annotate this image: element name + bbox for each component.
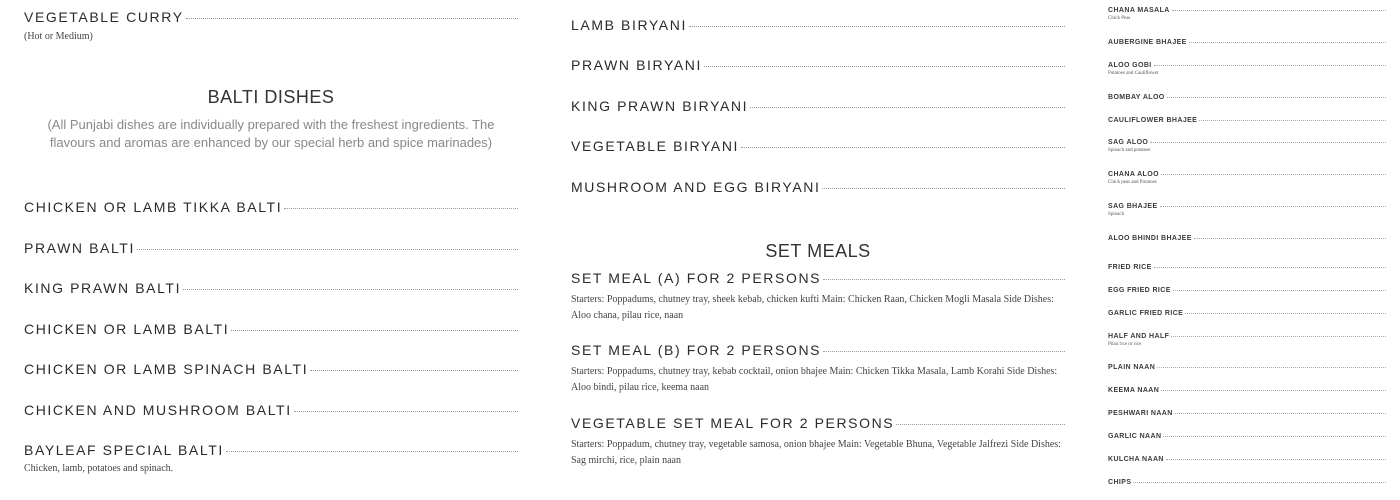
menu-item bbox=[24, 361, 518, 377]
menu-item bbox=[1108, 235, 1386, 242]
menu-item-name: CHICKEN AND MUSHROOM BALTI bbox=[24, 402, 292, 418]
dotted-leader bbox=[1150, 142, 1386, 143]
menu-item-name: PRAWN BIRYANI bbox=[571, 57, 703, 73]
section-heading-set-meals: SET MEALS bbox=[765, 241, 871, 261]
menu-item-name: VEGETABLE BIRYANI bbox=[571, 138, 740, 154]
menu-item-description: Starters: Poppadums, chutney tray, kebab cocktail, onion bhajee Main: Chicken Tikka Masala, Lamb Korahi Side Dishes: Aloo bindi, pilau rice, keema naan bbox=[571, 366, 1058, 393]
menu-item-name: BOMBAY ALOO bbox=[1108, 94, 1165, 101]
menu-item-name: CHICKEN OR LAMB BALTI bbox=[24, 321, 230, 337]
dotted-leader bbox=[896, 424, 1065, 425]
dotted-leader bbox=[1189, 42, 1386, 43]
menu-item-name: SET MEAL (A) FOR 2 PERSONS bbox=[571, 270, 822, 286]
menu-item bbox=[1108, 387, 1386, 394]
dotted-leader bbox=[226, 451, 518, 452]
dotted-leader bbox=[823, 351, 1065, 352]
menu-item bbox=[1108, 264, 1386, 271]
dotted-leader bbox=[310, 370, 518, 371]
menu-item bbox=[24, 402, 518, 418]
menu-item bbox=[1108, 117, 1386, 124]
section-heading-balti: BALTI DISHES bbox=[207, 87, 335, 107]
menu-item-name: KING PRAWN BIRYANI bbox=[571, 98, 749, 114]
menu-item-name: GARLIC NAAN bbox=[1108, 433, 1162, 440]
dotted-leader bbox=[1172, 10, 1386, 11]
dotted-leader bbox=[689, 26, 1065, 27]
menu-item-name: CHANA ALOO bbox=[1108, 171, 1159, 178]
menu-item-name: LAMB BIRYANI bbox=[571, 17, 687, 33]
dotted-leader bbox=[1160, 206, 1386, 207]
menu-item bbox=[1108, 433, 1386, 440]
dotted-leader bbox=[741, 147, 1065, 148]
dotted-leader bbox=[1154, 65, 1386, 66]
menu-item bbox=[1108, 203, 1386, 218]
dotted-leader bbox=[284, 208, 518, 209]
menu-item-name: CHANA MASALA bbox=[1108, 7, 1170, 14]
menu-item-name: SAG BHAJEE bbox=[1108, 203, 1158, 210]
menu-item bbox=[1108, 62, 1386, 77]
dotted-leader bbox=[1167, 97, 1386, 98]
dotted-leader bbox=[294, 411, 518, 412]
menu-item-description: Potatoes and Cauliflower bbox=[1108, 71, 1159, 76]
menu-item-description: Starters: Poppadums, chutney tray, sheek kebab, chicken kufti Main: Chicken Raan, Chicken Mogli Masala Side Dishes: Aloo chana, pilau rice, naan bbox=[571, 294, 1054, 321]
menu-item bbox=[1108, 410, 1386, 417]
menu-item-name: PRAWN BALTI bbox=[24, 240, 135, 256]
menu-item-name: ALOO GOBI bbox=[1108, 62, 1152, 69]
dotted-leader bbox=[137, 249, 518, 250]
menu-item-description: Pilau rice or rice bbox=[1108, 342, 1142, 347]
menu-item-name: PESHWARI NAAN bbox=[1108, 410, 1173, 417]
menu-item bbox=[1108, 456, 1386, 463]
menu-item-name: SAG ALOO bbox=[1108, 139, 1149, 146]
menu-item bbox=[1108, 333, 1386, 348]
menu-item bbox=[571, 98, 1065, 114]
dotted-leader bbox=[1185, 313, 1386, 314]
menu-item-name: KULCHA NAAN bbox=[1108, 456, 1164, 463]
menu-item-name: CHICKEN OR LAMB TIKKA BALTI bbox=[24, 199, 283, 215]
menu-item bbox=[24, 280, 518, 296]
menu-item-description: Chick peas and Potatoes bbox=[1108, 180, 1157, 185]
section-intro-balti: (All Punjabi dishes are individually prepared with the freshest ingredients. The flavours and aromas are enhanced by our special herb and spice marinades) bbox=[47, 117, 495, 150]
dotted-leader bbox=[1194, 238, 1386, 239]
menu-item-name: CHIPS bbox=[1108, 479, 1132, 486]
menu-item-description: Spinach bbox=[1108, 212, 1125, 217]
menu-item-name: BAYLEAF SPECIAL BALTI bbox=[24, 442, 224, 458]
menu-item bbox=[1108, 171, 1386, 186]
dotted-leader bbox=[1161, 390, 1386, 391]
dotted-leader bbox=[1171, 336, 1386, 337]
dotted-leader bbox=[1199, 120, 1386, 121]
dotted-leader bbox=[1175, 413, 1386, 414]
menu-item-name: KEEMA NAAN bbox=[1108, 387, 1160, 394]
dotted-leader bbox=[822, 188, 1065, 189]
menu-item-description: Spinach and potatoes bbox=[1108, 148, 1151, 153]
menu-item-name: GARLIC FRIED RICE bbox=[1108, 310, 1184, 317]
menu-item bbox=[571, 270, 1065, 324]
menu-item-name: FRIED RICE bbox=[1108, 264, 1152, 271]
menu-item-name: CAULIFLOWER BHAJEE bbox=[1108, 117, 1198, 124]
menu-item bbox=[1108, 364, 1386, 371]
menu-item bbox=[1108, 310, 1386, 317]
menu-item bbox=[24, 199, 518, 215]
menu-item-description: Starters: Poppadum, chutney tray, vegetable samosa, onion bhajee Main: Vegetable Bhuna, Vegetable Jalfrezi Side Dishes: Sag mirchi, rice, plain naan bbox=[571, 439, 1061, 466]
menu-item bbox=[571, 342, 1065, 396]
dotted-leader bbox=[1166, 459, 1386, 460]
dotted-leader bbox=[1133, 482, 1386, 483]
menu-item-name: KING PRAWN BALTI bbox=[24, 280, 182, 296]
menu-item bbox=[1108, 94, 1386, 101]
dotted-leader bbox=[186, 18, 518, 19]
menu-item bbox=[1108, 39, 1386, 46]
menu-item bbox=[571, 138, 1065, 154]
menu-item bbox=[571, 17, 1065, 33]
menu-item-name: HALF AND HALF bbox=[1108, 333, 1170, 340]
dotted-leader bbox=[1161, 174, 1386, 175]
menu-item bbox=[24, 240, 518, 256]
dotted-leader bbox=[1157, 367, 1386, 368]
menu-item-name: EGG FRIED RICE bbox=[1108, 287, 1171, 294]
menu-item-name: AUBERGINE BHAJEE bbox=[1108, 39, 1187, 46]
dotted-leader bbox=[823, 279, 1065, 280]
menu-item-description: (Hot or Medium) bbox=[24, 31, 93, 42]
menu-item-name: ALOO BHINDI BHAJEE bbox=[1108, 235, 1192, 242]
menu-item bbox=[1108, 479, 1386, 486]
dotted-leader bbox=[750, 107, 1065, 108]
dotted-leader bbox=[183, 289, 518, 290]
dotted-leader bbox=[704, 66, 1065, 67]
menu-item bbox=[24, 9, 518, 45]
menu-item bbox=[1108, 139, 1386, 154]
dotted-leader bbox=[1173, 290, 1386, 291]
menu-item bbox=[24, 321, 518, 337]
menu-item-description: Chicken, lamb, potatoes and spinach. bbox=[24, 463, 174, 474]
menu-item bbox=[1108, 7, 1386, 22]
dotted-leader bbox=[1163, 436, 1386, 437]
menu-item bbox=[571, 415, 1065, 469]
menu-item-name: CHICKEN OR LAMB SPINACH BALTI bbox=[24, 361, 309, 377]
menu-item bbox=[571, 179, 1065, 195]
menu-item bbox=[571, 57, 1065, 73]
menu-item bbox=[1108, 287, 1386, 294]
menu-item-name: PLAIN NAAN bbox=[1108, 364, 1156, 371]
menu-item-name: VEGETABLE CURRY bbox=[24, 9, 184, 25]
dotted-leader bbox=[231, 330, 518, 331]
menu-item-name: SET MEAL (B) FOR 2 PERSONS bbox=[571, 342, 822, 358]
menu-item-description: Chick Peas bbox=[1108, 16, 1131, 21]
menu-item bbox=[24, 442, 518, 477]
menu-item-name: MUSHROOM AND EGG BIRYANI bbox=[571, 179, 821, 195]
menu-item-name: VEGETABLE SET MEAL FOR 2 PERSONS bbox=[571, 415, 895, 431]
dotted-leader bbox=[1154, 267, 1386, 268]
